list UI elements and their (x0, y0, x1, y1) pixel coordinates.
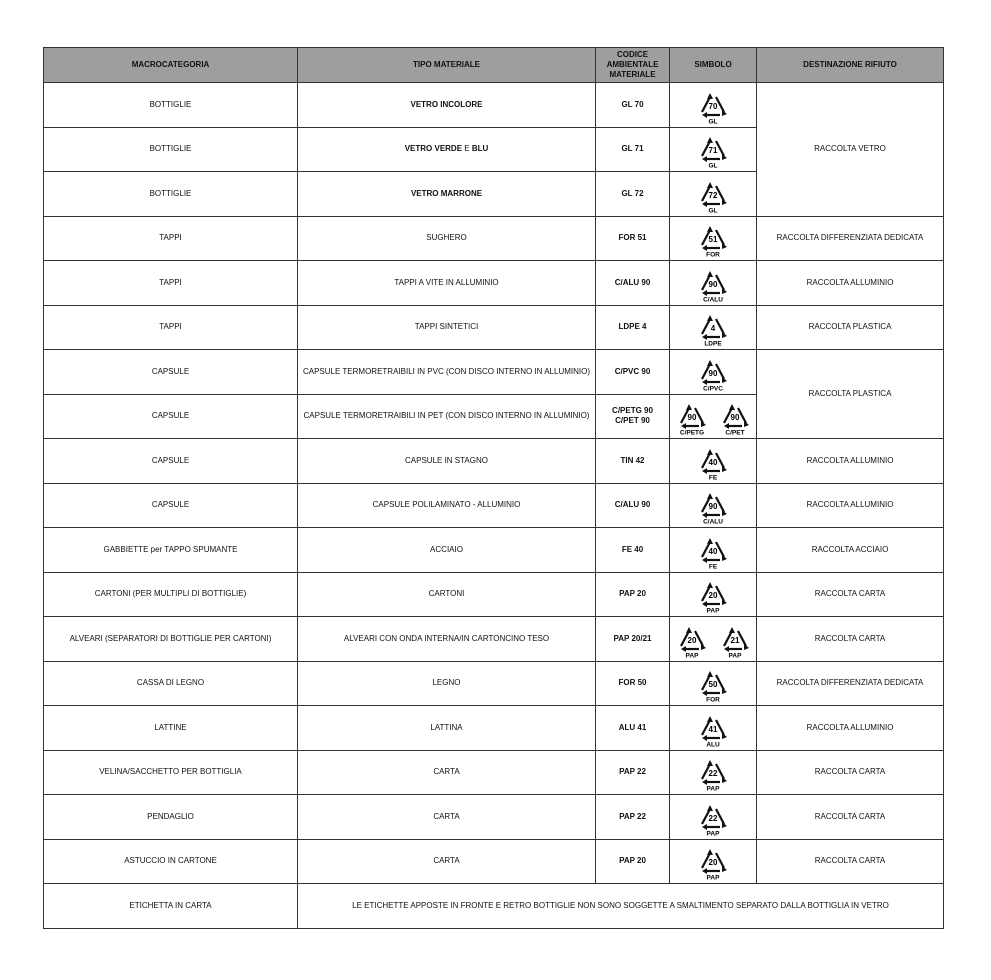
symbol-group (670, 485, 756, 525)
symbol-number: 90 (730, 413, 739, 423)
macro-cell: BOTTIGLIE (44, 83, 298, 128)
recycle-symbol-cell (670, 795, 757, 840)
symbol-group (670, 441, 756, 481)
arrow-head (707, 315, 713, 321)
recycle-triangle-icon (672, 619, 712, 659)
macro-cell: ALVEARI (SEPARATORI DI BOTTIGLIE PER CARTONI) (44, 617, 298, 662)
table-row (44, 706, 944, 751)
symbol-label: C/PETG (679, 429, 704, 437)
symbol-group (670, 530, 756, 570)
tipo-cell: LEGNO (298, 661, 596, 706)
macro-cell: PENDAGLIO (44, 795, 298, 840)
code-cell: FE 40 (596, 528, 670, 573)
symbol-number: 20 (708, 591, 718, 601)
arrow-head (702, 468, 707, 474)
code-cell: PAP 20 (596, 839, 670, 884)
arrow-head (707, 582, 713, 588)
symbol-number: 22 (708, 769, 718, 779)
arrow-head (707, 493, 713, 499)
macro-cell: LATTINE (44, 706, 298, 751)
arrow-head (707, 760, 713, 766)
macro-cell: CASSA DI LEGNO (44, 661, 298, 706)
tipo-cell: CARTA (298, 795, 596, 840)
arrow-head (702, 557, 707, 563)
recycle-triangle-icon (715, 619, 755, 659)
recycle-triangle-icon (693, 708, 733, 748)
symbol-label: LDPE (704, 340, 722, 348)
table-row (44, 617, 944, 662)
arrow-head (707, 538, 713, 544)
arrow-head (702, 601, 707, 607)
table-row (44, 439, 944, 484)
arrow-head (702, 735, 707, 741)
recycle-symbol-cell (670, 83, 757, 128)
symbol-number: 70 (708, 101, 718, 111)
tipo-cell: TAPPI A VITE IN ALLUMINIO (298, 261, 596, 306)
table-row (44, 750, 944, 795)
arrow-head (707, 805, 713, 811)
dest-cell: RACCOLTA ALLUMINIO (757, 706, 944, 751)
tipo-cell: SUGHERO (298, 216, 596, 261)
arrow-head (702, 868, 707, 874)
recycle-symbol-cell (670, 261, 757, 306)
code-cell: LDPE 4 (596, 305, 670, 350)
arrow-head (702, 690, 707, 696)
symbol-number: 22 (708, 813, 718, 823)
macro-part: per (148, 544, 165, 554)
recycle-triangle-icon (693, 174, 733, 214)
symbol-number: 90 (687, 413, 696, 423)
arrow-head (729, 404, 735, 410)
macro-cell: TAPPI (44, 305, 298, 350)
dest-cell: RACCOLTA CARTA (757, 839, 944, 884)
recycle-symbol-cell (670, 617, 757, 662)
header-destinazione: DESTINAZIONE RIFIUTO (757, 48, 944, 83)
symbol-group (670, 396, 756, 436)
symbol-group (670, 129, 756, 169)
symbol-label: PAP (706, 785, 720, 793)
arrow-head (702, 245, 707, 251)
code-cell: PAP 20/21 (596, 617, 670, 662)
arrow-head (707, 271, 713, 277)
symbol-label: C/PET (724, 429, 745, 437)
header-macrocategoria: MACROCATEGORIA (44, 48, 298, 83)
symbol-group (670, 841, 756, 881)
macro-part: TAPPO SPUMANTE (164, 544, 238, 554)
tipo-cell: VETRO INCOLORE (298, 83, 596, 128)
symbol-group (670, 352, 756, 392)
symbol-number: 71 (708, 146, 718, 156)
dest-cell: RACCOLTA ACCIAIO (757, 528, 944, 573)
code-cell: PAP 22 (596, 795, 670, 840)
header-simbolo: SIMBOLO (670, 48, 757, 83)
symbol-group (670, 708, 756, 748)
code-line: C/PETG 90 (612, 406, 653, 416)
recycle-triangle-icon (693, 129, 733, 169)
recycle-symbol-cell (670, 394, 757, 439)
symbol-group (670, 663, 756, 703)
arrow-head (707, 671, 713, 677)
symbol-group (670, 574, 756, 614)
table-row (44, 305, 944, 350)
recycle-symbol-cell (670, 483, 757, 528)
dest-cell: RACCOLTA CARTA (757, 572, 944, 617)
symbol-label: FE (708, 474, 718, 481)
symbol-number: 51 (708, 235, 718, 245)
arrow-head (729, 627, 735, 633)
symbol-group (670, 752, 756, 792)
recycle-triangle-icon (693, 85, 733, 125)
symbol-number: 90 (708, 502, 718, 512)
macro-cell: BOTTIGLIE (44, 127, 298, 172)
symbol-label: PAP (685, 652, 698, 659)
header-tipo-materiale: TIPO MATERIALE (298, 48, 596, 83)
recycle-triangle-icon (693, 352, 733, 392)
macro-cell: VELINA/SACCHETTO PER BOTTIGLIA (44, 750, 298, 795)
recycle-triangle-icon (693, 485, 733, 525)
table-row (44, 483, 944, 528)
table-row (44, 839, 944, 884)
code-cell: PAP 22 (596, 750, 670, 795)
note-cell: LE ETICHETTE APPOSTE IN FRONTE E RETRO BOTTIGLIE NON SONO SOGGETTE A SMALTIMENTO SEPARATO DALLA BOTTIGLIA IN VETRO (298, 884, 944, 929)
arrow-head (702, 779, 707, 785)
symbol-group (670, 619, 756, 659)
arrow-head (686, 404, 692, 410)
recycle-symbol-cell (670, 305, 757, 350)
dest-cell: RACCOLTA ALLUMINIO (757, 439, 944, 484)
tipo-cell: CAPSULE TERMORETRAIBILI IN PVC (CON DISCO INTERNO IN ALLUMINIO) (298, 350, 596, 395)
table-row (44, 83, 944, 128)
recycle-symbol-cell (670, 350, 757, 395)
dest-cell: RACCOLTA PLASTICA (757, 305, 944, 350)
recycle-symbol-cell (670, 661, 757, 706)
table-row (44, 216, 944, 261)
dest-cell: RACCOLTA VETRO (757, 83, 944, 217)
tipo-cell: CAPSULE POLILAMINATO - ALLUMINIO (298, 483, 596, 528)
tipo-cell: CAPSULE IN STAGNO (298, 439, 596, 484)
triangle-arrow (702, 319, 710, 334)
recycle-triangle-icon (693, 530, 733, 570)
table-row (44, 661, 944, 706)
recycle-triangle-icon (693, 752, 733, 792)
symbol-label: FOR (706, 696, 720, 704)
code-line: C/PET 90 (615, 416, 650, 426)
symbol-number: 72 (708, 190, 718, 200)
macro-cell (44, 528, 298, 573)
arrow-head (681, 646, 686, 652)
dest-cell: RACCOLTA DIFFERENZIATA DEDICATA (757, 216, 944, 261)
code-cell: C/ALU 90 (596, 261, 670, 306)
macro-cell: BOTTIGLIE (44, 172, 298, 217)
tipo-part: E (462, 144, 472, 154)
symbol-label: GL (708, 118, 718, 125)
recycle-symbol-cell (670, 439, 757, 484)
arrow-head (707, 226, 713, 232)
symbol-number: 50 (708, 680, 718, 690)
arrow-head (686, 627, 692, 633)
arrow-head (702, 379, 707, 385)
code-cell: GL 71 (596, 127, 670, 172)
code-cell: C/PVC 90 (596, 350, 670, 395)
symbol-number: 41 (708, 724, 718, 734)
tipo-cell: CARTA (298, 750, 596, 795)
symbol-label: PAP (728, 652, 741, 659)
arrow-head (702, 112, 707, 118)
tipo-cell: TAPPI SINTETICI (298, 305, 596, 350)
tipo-part: VETRO VERDE (404, 144, 463, 154)
code-cell: FOR 50 (596, 661, 670, 706)
macro-cell: TAPPI (44, 216, 298, 261)
arrow-head (707, 137, 713, 143)
recycle-symbol-cell (670, 127, 757, 172)
arrow-head (707, 360, 713, 366)
recycle-triangle-icon (693, 841, 733, 881)
symbol-label: GL (708, 162, 718, 170)
arrow-head (702, 290, 707, 296)
symbol-number: 90 (708, 279, 718, 289)
symbol-label: PAP (706, 607, 720, 615)
macro-cell: CAPSULE (44, 394, 298, 439)
symbol-group (670, 218, 756, 258)
dest-cell: RACCOLTA CARTA (757, 617, 944, 662)
arrow-head (707, 182, 713, 188)
code-cell: GL 70 (596, 83, 670, 128)
arrow-head (707, 93, 713, 99)
code-cell (596, 394, 670, 439)
symbol-number: 40 (708, 457, 718, 467)
recycle-triangle-icon (693, 218, 733, 258)
tipo-cell: CAPSULE TERMORETRAIBILI IN PET (CON DISCO INTERNO IN ALLUMINIO) (298, 394, 596, 439)
symbol-label: C/PVC (703, 385, 723, 392)
symbol-label: C/ALU (703, 518, 723, 526)
table-row (44, 528, 944, 573)
dest-cell: RACCOLTA PLASTICA (757, 350, 944, 439)
symbol-group (670, 263, 756, 303)
symbol-group (670, 307, 756, 347)
tipo-cell: CARTA (298, 839, 596, 884)
symbol-label: GL (708, 207, 718, 214)
macro-cell: CARTONI (PER MULTIPLI DI BOTTIGLIE) (44, 572, 298, 617)
arrow-head (707, 716, 713, 722)
symbol-label: FE (708, 563, 718, 570)
macro-cell: CAPSULE (44, 350, 298, 395)
dest-cell: RACCOLTA DIFFERENZIATA DEDICATA (757, 661, 944, 706)
symbol-group (670, 797, 756, 837)
tipo-cell: ACCIAIO (298, 528, 596, 573)
dest-cell: RACCOLTA ALLUMINIO (757, 483, 944, 528)
macro-cell: TAPPI (44, 261, 298, 306)
arrow-head (702, 824, 707, 830)
recycle-symbol-cell (670, 750, 757, 795)
macro-cell: ASTUCCIO IN CARTONE (44, 839, 298, 884)
symbol-label: PAP (706, 874, 720, 882)
table-row (44, 884, 944, 929)
recycle-symbol-cell (670, 216, 757, 261)
recycle-symbol-cell (670, 839, 757, 884)
header-codice: CODICE AMBIENTALE MATERIALE (596, 48, 670, 83)
code-cell: FOR 51 (596, 216, 670, 261)
tipo-cell: LATTINA (298, 706, 596, 751)
dest-cell: RACCOLTA ALLUMINIO (757, 261, 944, 306)
macro-part: GABBIETTE (103, 544, 149, 554)
recycle-symbol-cell (670, 706, 757, 751)
recycle-symbol-cell (670, 528, 757, 573)
code-cell: ALU 41 (596, 706, 670, 751)
recycle-triangle-icon (693, 663, 733, 703)
symbol-number: 20 (708, 858, 718, 868)
tipo-cell: VETRO MARRONE (298, 172, 596, 217)
table-row (44, 572, 944, 617)
symbol-number: 21 (730, 635, 739, 645)
table-row (44, 795, 944, 840)
arrow-head (702, 201, 707, 207)
arrow-head (681, 423, 686, 429)
tipo-cell: CARTONI (298, 572, 596, 617)
tipo-part: BLU (471, 144, 489, 154)
arrow-head (702, 156, 707, 162)
recycle-symbol-cell (670, 172, 757, 217)
table-row (44, 350, 944, 395)
recycle-symbol-cell (670, 572, 757, 617)
tipo-cell (298, 127, 596, 172)
recycle-triangle-icon (693, 263, 733, 303)
symbol-number: 20 (687, 635, 696, 645)
dest-cell: RACCOLTA CARTA (757, 750, 944, 795)
symbol-label: C/ALU (703, 296, 723, 303)
code-cell: C/ALU 90 (596, 483, 670, 528)
recycle-triangle-icon (693, 307, 733, 347)
arrow-head (702, 334, 707, 340)
recycling-table (43, 47, 944, 929)
arrow-head (724, 646, 729, 652)
recycle-triangle-icon (693, 574, 733, 614)
table-row (44, 261, 944, 306)
symbol-group (670, 85, 756, 125)
symbol-number: 40 (708, 546, 718, 556)
symbol-group (670, 174, 756, 214)
triangle-arrow (716, 319, 724, 334)
code-cell: TIN 42 (596, 439, 670, 484)
macro-cell: CAPSULE (44, 483, 298, 528)
arrow-head (707, 849, 713, 855)
arrow-head (724, 423, 729, 429)
recycle-triangle-icon (693, 441, 733, 481)
symbol-label: ALU (706, 741, 720, 748)
recycle-triangle-icon (672, 396, 712, 436)
code-cell: GL 72 (596, 172, 670, 217)
symbol-label: PAP (706, 830, 720, 837)
arrow-head (707, 449, 713, 455)
code-cell: PAP 20 (596, 572, 670, 617)
arrow-head (702, 512, 707, 518)
tipo-cell: ALVEARI CON ONDA INTERNA/IN CARTONCINO TESO (298, 617, 596, 662)
macro-cell: CAPSULE (44, 439, 298, 484)
dest-cell: RACCOLTA CARTA (757, 795, 944, 840)
macro-cell: ETICHETTA IN CARTA (44, 884, 298, 929)
table-header-row (44, 48, 944, 83)
recycle-triangle-icon (715, 396, 755, 436)
symbol-number: 90 (708, 368, 718, 378)
symbol-label: FOR (706, 251, 720, 259)
recycle-triangle-icon (693, 797, 733, 837)
symbol-number: 4 (710, 324, 716, 334)
